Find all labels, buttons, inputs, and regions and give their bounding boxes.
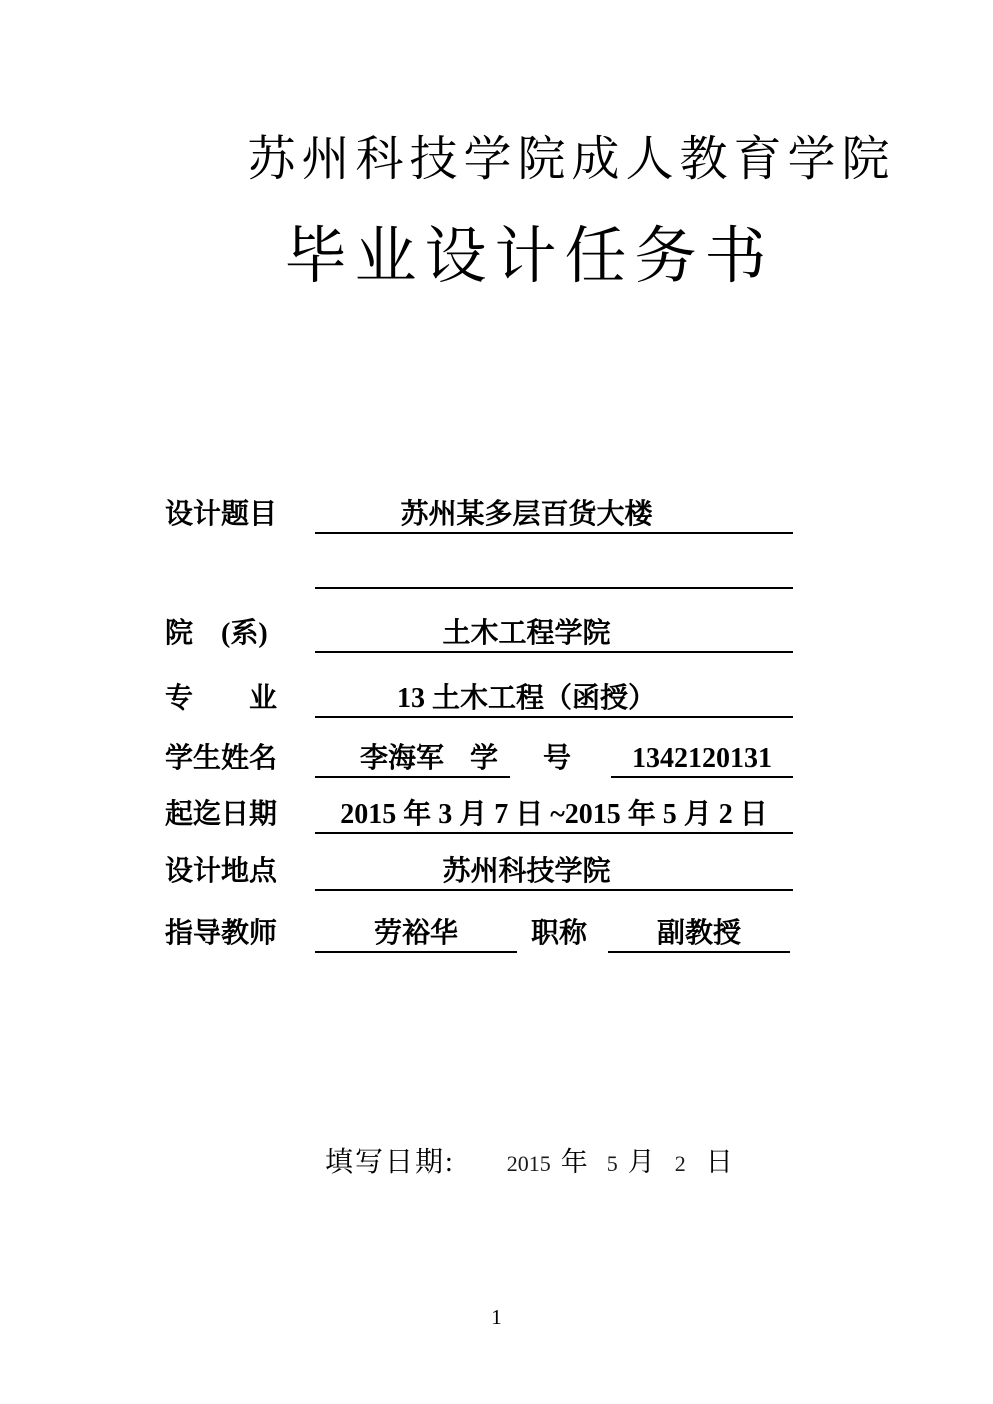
field-design-topic [165,496,793,534]
fill-date-year-unit: 年 [560,1147,588,1177]
major-value: 13 土木工程（函授） [315,680,793,718]
document-title: 毕业设计任务书 [284,223,775,291]
school-title: 苏州科技学院成人教育学院 [247,133,896,186]
advisor-name-value: 劳裕华 [315,915,517,953]
fill-date-month: 5 [606,1151,618,1176]
student-id-label-part1: 学 [469,743,498,774]
major-label: 专 业 [165,683,278,714]
fill-date-row [325,1140,733,1180]
student-name-value: 李海军 [360,743,445,774]
fill-date-year: 2015 [506,1151,551,1176]
advisor-title-value: 副教授 [608,915,790,953]
location-label: 设计地点 [165,856,278,887]
field-duration [165,796,793,834]
duration-label: 起迄日期 [165,799,278,830]
fill-date-day: 2 [674,1151,686,1176]
advisor-title-label: 职称 [531,918,588,949]
fill-date-day-unit: 日 [705,1147,733,1177]
field-design-topic-line2 [165,551,793,589]
field-student [165,740,793,778]
design-topic-label-spacer [165,551,315,589]
design-topic-value-line2 [315,551,793,589]
student-id-value: 1342120131 [611,740,793,778]
design-topic-label: 设计题目 [165,499,278,530]
field-advisor [165,915,793,953]
student-name-label: 学生姓名 [165,743,278,774]
field-department [165,615,793,653]
fill-date-label: 填写日期: [325,1147,455,1178]
field-location [165,853,793,891]
student-id-label-part2: 号 [543,743,572,774]
field-major [165,680,793,718]
design-topic-value: 苏州某多层百货大楼 [315,496,793,534]
location-value: 苏州科技学院 [315,853,793,891]
advisor-label: 指导教师 [165,918,278,949]
duration-value: 2015 年 3 月 7 日 ~2015 年 5 月 2 日 [315,796,793,834]
department-label: 院 (系) [165,618,268,649]
department-value: 土木工程学院 [315,615,793,653]
student-name-value-line [315,740,510,778]
page-number: 1 [491,1305,502,1329]
fill-date-month-unit: 月 [627,1147,655,1177]
